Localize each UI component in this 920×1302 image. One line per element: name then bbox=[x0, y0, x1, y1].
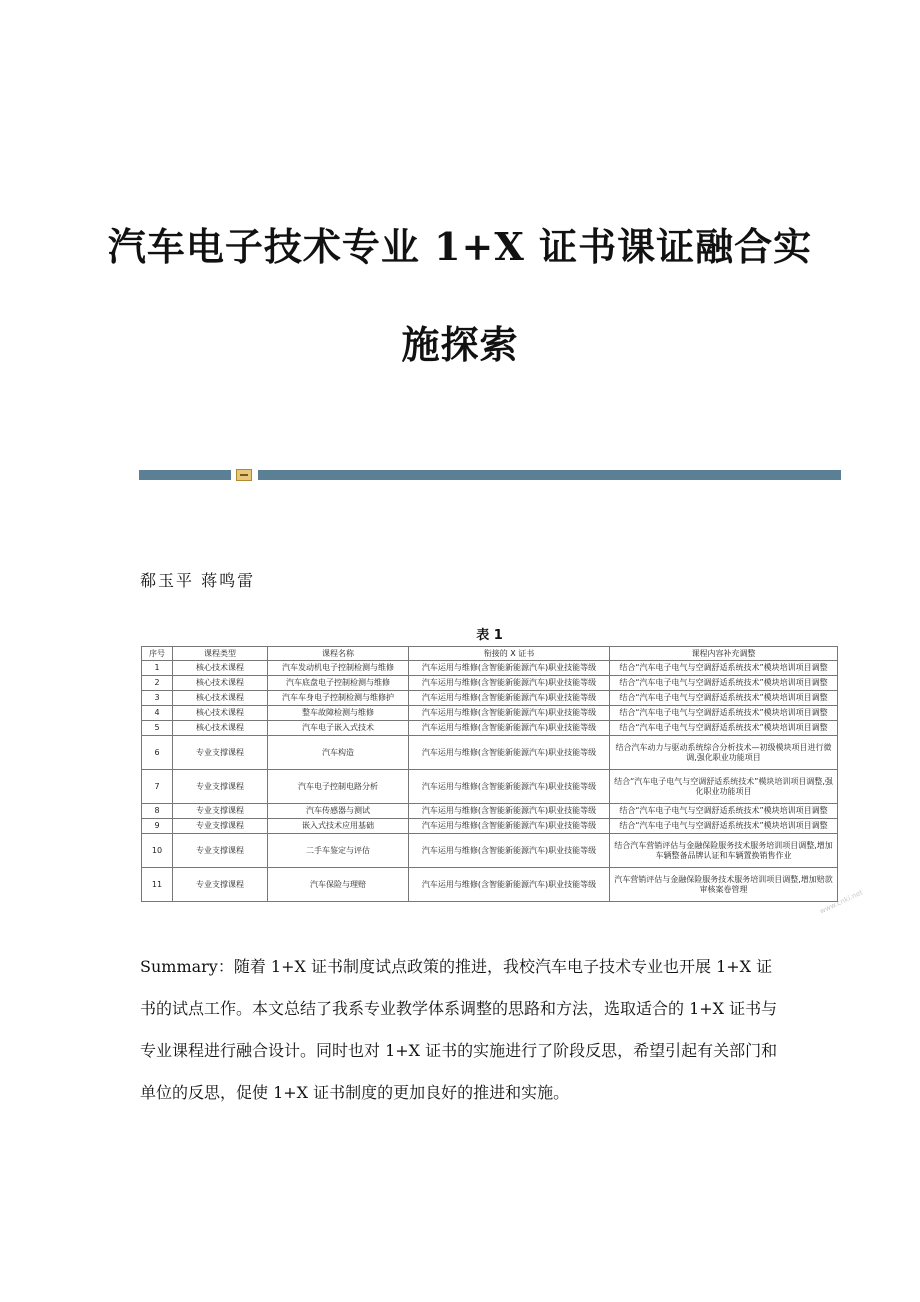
cell-content-adjustment: 结合“汽车电子电气与空调舒适系统技术”模块培训项目调整 bbox=[610, 706, 838, 721]
watermark: www.cnki.net bbox=[818, 888, 865, 916]
summary-paragraph: Summary：随着 1+X 证书制度试点政策的推进，我校汽车电子技术专业也开展 1+X 证书的试点工作。本文总结了我系专业教学体系调整的思路和方法，选取适合的 1+X 证书与专业课程进行融合设计。同时也对 1+X 证书的实施进行了阶段反思，希望引起有关部门和单位的反思，促使 1+X 证书制度的更加良好的推进和实施。 bbox=[140, 957, 778, 1102]
table-row bbox=[142, 721, 838, 736]
cell-no: 9 bbox=[142, 819, 173, 834]
table-row bbox=[142, 706, 838, 721]
table-row bbox=[142, 819, 838, 834]
cell-content-adjustment: 结合“汽车电子电气与空调舒适系统技术”模块培训项目调整 bbox=[610, 661, 838, 676]
cell-no: 11 bbox=[142, 868, 173, 902]
cell-course-name: 汽车保险与理赔 bbox=[268, 868, 409, 902]
table-row bbox=[142, 770, 838, 804]
cell-course-name: 汽车底盘电子控制检测与维修 bbox=[268, 676, 409, 691]
cell-course-name: 汽车发动机电子控制检测与维修 bbox=[268, 661, 409, 676]
cell-course-type: 专业支撑课程 bbox=[173, 736, 268, 770]
cell-course-name: 二手车鉴定与评估 bbox=[268, 834, 409, 868]
table-row bbox=[142, 834, 838, 868]
header-no: 序号 bbox=[142, 647, 173, 661]
cell-course-type: 专业支撑课程 bbox=[173, 868, 268, 902]
cell-x-certificate: 汽车运用与维修(含智能新能源汽车)职业技能等级 bbox=[409, 676, 610, 691]
cell-course-name: 汽车电子控制电路分析 bbox=[268, 770, 409, 804]
cell-content-adjustment: 汽车营销评估与金融保险服务技术服务培训项目调整,增加赔款审核案卷管理 bbox=[610, 868, 838, 902]
cell-content-adjustment: 结合“汽车电子电气与空调舒适系统技术”模块培训项目调整 bbox=[610, 721, 838, 736]
table-figure bbox=[141, 624, 838, 902]
decorative-divider-left bbox=[139, 470, 231, 480]
page-title-line-1: 汽车电子技术专业 1+X 证书课证融合实 bbox=[107, 224, 813, 269]
header-x-certificate: 衔接的 X 证书 bbox=[409, 647, 610, 661]
table-row bbox=[142, 868, 838, 902]
cell-no: 7 bbox=[142, 770, 173, 804]
cell-course-type: 核心技术课程 bbox=[173, 721, 268, 736]
cell-course-name: 汽车构造 bbox=[268, 736, 409, 770]
cell-x-certificate: 汽车运用与维修(含智能新能源汽车)职业技能等级 bbox=[409, 661, 610, 676]
cell-course-name: 汽车车身电子控制检测与维修护 bbox=[268, 691, 409, 706]
cell-no: 3 bbox=[142, 691, 173, 706]
cell-x-certificate: 汽车运用与维修(含智能新能源汽车)职业技能等级 bbox=[409, 770, 610, 804]
cell-content-adjustment: 结合“汽车电子电气与空调舒适系统技术”模块培训项目调整 bbox=[610, 804, 838, 819]
cell-x-certificate: 汽车运用与维修(含智能新能源汽车)职业技能等级 bbox=[409, 834, 610, 868]
cell-no: 5 bbox=[142, 721, 173, 736]
cell-no: 1 bbox=[142, 661, 173, 676]
cell-course-type: 核心技术课程 bbox=[173, 706, 268, 721]
cell-no: 2 bbox=[142, 676, 173, 691]
cell-x-certificate: 汽车运用与维修(含智能新能源汽车)职业技能等级 bbox=[409, 721, 610, 736]
cell-course-type: 专业支撑课程 bbox=[173, 819, 268, 834]
header-course-name: 课程名称 bbox=[268, 647, 409, 661]
cell-course-type: 专业支撑课程 bbox=[173, 834, 268, 868]
cell-x-certificate: 汽车运用与维修(含智能新能源汽车)职业技能等级 bbox=[409, 736, 610, 770]
cell-course-name: 整车故障检测与维修 bbox=[268, 706, 409, 721]
cell-no: 8 bbox=[142, 804, 173, 819]
cell-x-certificate: 汽车运用与维修(含智能新能源汽车)职业技能等级 bbox=[409, 804, 610, 819]
header-content-adjustment: 课程内容补充调整 bbox=[610, 647, 838, 661]
table-row bbox=[142, 691, 838, 706]
cell-course-name: 汽车传感器与测试 bbox=[268, 804, 409, 819]
decorative-divider-right bbox=[258, 470, 841, 480]
cell-x-certificate: 汽车运用与维修(含智能新能源汽车)职业技能等级 bbox=[409, 819, 610, 834]
cell-course-type: 核心技术课程 bbox=[173, 676, 268, 691]
table-row bbox=[142, 661, 838, 676]
cell-content-adjustment: 结合汽车营销评估与金融保险服务技术服务培训项目调整,增加车辆整备品牌认证和车辆置换销售作业 bbox=[610, 834, 838, 868]
table-row bbox=[142, 804, 838, 819]
table-row bbox=[142, 676, 838, 691]
cell-no: 6 bbox=[142, 736, 173, 770]
course-certificate-table bbox=[141, 646, 838, 902]
page-title-line-2: 施探索 bbox=[401, 322, 519, 367]
cell-course-type: 专业支撑课程 bbox=[173, 804, 268, 819]
table-row bbox=[142, 736, 838, 770]
table-caption: 表 1 bbox=[476, 628, 503, 643]
table-header-row bbox=[142, 647, 838, 661]
cell-content-adjustment: 结合“汽车电子电气与空调舒适系统技术”模块培训项目调整,强化职业功能项目 bbox=[610, 770, 838, 804]
cell-course-type: 核心技术课程 bbox=[173, 691, 268, 706]
cell-course-type: 核心技术课程 bbox=[173, 661, 268, 676]
cell-content-adjustment: 结合汽车动力与驱动系统综合分析技术—初级模块项目进行微调,强化职业功能项目 bbox=[610, 736, 838, 770]
divider-emblem-icon bbox=[236, 469, 252, 481]
cell-course-name: 嵌入式技术应用基础 bbox=[268, 819, 409, 834]
cell-content-adjustment: 结合“汽车电子电气与空调舒适系统技术”模块培训项目调整 bbox=[610, 819, 838, 834]
cell-no: 4 bbox=[142, 706, 173, 721]
cell-course-name: 汽车电子嵌入式技术 bbox=[268, 721, 409, 736]
cell-x-certificate: 汽车运用与维修(含智能新能源汽车)职业技能等级 bbox=[409, 691, 610, 706]
cell-no: 10 bbox=[142, 834, 173, 868]
cell-x-certificate: 汽车运用与维修(含智能新能源汽车)职业技能等级 bbox=[409, 868, 610, 902]
author-names: 郗玉平 蒋鸣雷 bbox=[140, 571, 256, 590]
cell-content-adjustment: 结合“汽车电子电气与空调舒适系统技术”模块培训项目调整 bbox=[610, 691, 838, 706]
cell-x-certificate: 汽车运用与维修(含智能新能源汽车)职业技能等级 bbox=[409, 706, 610, 721]
header-course-type: 课程类型 bbox=[173, 647, 268, 661]
cell-content-adjustment: 结合“汽车电子电气与空调舒适系统技术”模块培训项目调整 bbox=[610, 676, 838, 691]
cell-course-type: 专业支撑课程 bbox=[173, 770, 268, 804]
